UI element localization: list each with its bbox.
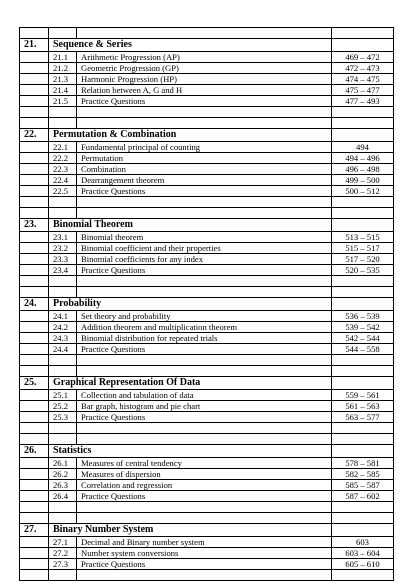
empty-cell bbox=[20, 458, 49, 469]
topic-pages: 500 – 512 bbox=[332, 186, 394, 197]
topic-row bbox=[20, 458, 394, 469]
topic-number: 21.2 bbox=[49, 63, 77, 74]
topic-title: Binomial coefficients for any index bbox=[77, 254, 332, 265]
empty-cell bbox=[77, 287, 332, 298]
topic-row bbox=[20, 52, 394, 63]
empty-cell bbox=[20, 469, 49, 480]
spacer-row bbox=[20, 502, 394, 513]
topic-row bbox=[20, 142, 394, 153]
topic-title: Measures of central tendency bbox=[77, 458, 332, 469]
topic-title: Practice Questions bbox=[77, 559, 332, 570]
chapter-title: Statistics bbox=[49, 445, 332, 458]
empty-cell bbox=[20, 548, 49, 559]
empty-cell bbox=[77, 366, 332, 377]
empty-cell bbox=[332, 445, 394, 458]
chapter-number: 23. bbox=[20, 219, 49, 232]
topic-row bbox=[20, 74, 394, 85]
topic-pages: 477 – 493 bbox=[332, 96, 394, 107]
empty-cell bbox=[332, 39, 394, 52]
empty-cell bbox=[49, 513, 77, 524]
chapter-number: 24. bbox=[20, 298, 49, 311]
chapter-title: Binary Number System bbox=[49, 524, 332, 537]
chapter-number: 27. bbox=[20, 524, 49, 537]
topic-number: 26.3 bbox=[49, 480, 77, 491]
topic-row bbox=[20, 322, 394, 333]
topic-title: Harmonic Progression (HP) bbox=[77, 74, 332, 85]
empty-cell bbox=[20, 390, 49, 401]
topic-title: Dearrangement theorem bbox=[77, 175, 332, 186]
empty-cell bbox=[332, 219, 394, 232]
topic-title: Measures of dispersion bbox=[77, 469, 332, 480]
topic-title: Practice Questions bbox=[77, 265, 332, 276]
empty-cell bbox=[49, 434, 77, 445]
topic-number: 22.2 bbox=[49, 153, 77, 164]
topic-pages: 603 bbox=[332, 537, 394, 548]
topic-number: 21.3 bbox=[49, 74, 77, 85]
empty-cell bbox=[20, 28, 49, 39]
empty-cell bbox=[20, 254, 49, 265]
topic-pages: 536 – 539 bbox=[332, 311, 394, 322]
empty-cell bbox=[77, 570, 332, 581]
chapter-row bbox=[20, 298, 394, 311]
topic-number: 22.3 bbox=[49, 164, 77, 175]
spacer-row bbox=[20, 107, 394, 118]
empty-cell bbox=[20, 480, 49, 491]
topic-pages: 494 – 496 bbox=[332, 153, 394, 164]
topic-number: 21.4 bbox=[49, 85, 77, 96]
empty-cell bbox=[49, 502, 77, 513]
spacer-row bbox=[20, 366, 394, 377]
topic-number: 23.1 bbox=[49, 232, 77, 243]
empty-cell bbox=[20, 186, 49, 197]
topic-number: 23.2 bbox=[49, 243, 77, 254]
topic-row bbox=[20, 548, 394, 559]
chapter-title: Binomial Theorem bbox=[49, 219, 332, 232]
topic-row bbox=[20, 153, 394, 164]
topic-title: Binomial coefficient and their properties bbox=[77, 243, 332, 254]
topic-pages: 472 – 473 bbox=[332, 63, 394, 74]
spacer-row bbox=[20, 276, 394, 287]
topic-number: 24.3 bbox=[49, 333, 77, 344]
empty-cell bbox=[49, 366, 77, 377]
topic-pages: 494 bbox=[332, 142, 394, 153]
contents-table bbox=[19, 27, 394, 581]
topic-title: Practice Questions bbox=[77, 412, 332, 423]
topic-title: Addition theorem and multiplication theorem bbox=[77, 322, 332, 333]
topic-pages: 496 – 498 bbox=[332, 164, 394, 175]
empty-cell bbox=[332, 524, 394, 537]
topic-title: Practice Questions bbox=[77, 491, 332, 502]
topic-number: 21.1 bbox=[49, 52, 77, 63]
spacer-row bbox=[20, 513, 394, 524]
topic-number: 22.1 bbox=[49, 142, 77, 153]
topic-number: 26.2 bbox=[49, 469, 77, 480]
empty-cell bbox=[20, 311, 49, 322]
empty-cell bbox=[77, 276, 332, 287]
empty-cell bbox=[20, 243, 49, 254]
empty-cell bbox=[20, 107, 49, 118]
topic-title: Practice Questions bbox=[77, 186, 332, 197]
empty-cell bbox=[49, 287, 77, 298]
topic-row bbox=[20, 537, 394, 548]
empty-cell bbox=[20, 513, 49, 524]
topic-number: 23.4 bbox=[49, 265, 77, 276]
spacer-row bbox=[20, 28, 394, 39]
topic-pages: 539 – 542 bbox=[332, 322, 394, 333]
chapter-number: 22. bbox=[20, 129, 49, 142]
topic-number: 26.1 bbox=[49, 458, 77, 469]
topic-row bbox=[20, 254, 394, 265]
topic-title: Permutation bbox=[77, 153, 332, 164]
empty-cell bbox=[77, 434, 332, 445]
empty-cell bbox=[77, 208, 332, 219]
chapter-row bbox=[20, 129, 394, 142]
empty-cell bbox=[332, 287, 394, 298]
topic-pages: 605 – 610 bbox=[332, 559, 394, 570]
topic-pages: 513 – 515 bbox=[332, 232, 394, 243]
empty-cell bbox=[77, 502, 332, 513]
topic-title: Decimal and Binary number system bbox=[77, 537, 332, 548]
topic-row bbox=[20, 175, 394, 186]
topic-number: 27.2 bbox=[49, 548, 77, 559]
topic-number: 24.2 bbox=[49, 322, 77, 333]
chapter-title: Graphical Representation Of Data bbox=[49, 377, 332, 390]
topic-number: 27.3 bbox=[49, 559, 77, 570]
spacer-row bbox=[20, 208, 394, 219]
empty-cell bbox=[49, 423, 77, 434]
topic-row bbox=[20, 480, 394, 491]
empty-cell bbox=[20, 118, 49, 129]
topic-title: Number system conversions bbox=[77, 548, 332, 559]
chapter-row bbox=[20, 39, 394, 52]
empty-cell bbox=[332, 423, 394, 434]
topic-row bbox=[20, 96, 394, 107]
empty-cell bbox=[20, 287, 49, 298]
topic-row bbox=[20, 390, 394, 401]
spacer-row bbox=[20, 287, 394, 298]
chapter-number: 21. bbox=[20, 39, 49, 52]
topic-title: Fundamental principal of counting bbox=[77, 142, 332, 153]
empty-cell bbox=[49, 355, 77, 366]
empty-cell bbox=[49, 28, 77, 39]
topic-pages: 582 – 585 bbox=[332, 469, 394, 480]
topic-number: 26.4 bbox=[49, 491, 77, 502]
topic-row bbox=[20, 333, 394, 344]
topic-pages: 474 – 475 bbox=[332, 74, 394, 85]
topic-row bbox=[20, 232, 394, 243]
topic-title: Correlation and regression bbox=[77, 480, 332, 491]
empty-cell bbox=[49, 107, 77, 118]
chapter-title: Permutation & Combination bbox=[49, 129, 332, 142]
topic-number: 24.4 bbox=[49, 344, 77, 355]
topic-pages: 542 – 544 bbox=[332, 333, 394, 344]
chapter-title: Probability bbox=[49, 298, 332, 311]
topic-pages: 517 – 520 bbox=[332, 254, 394, 265]
topic-number: 23.3 bbox=[49, 254, 77, 265]
empty-cell bbox=[20, 502, 49, 513]
chapter-row bbox=[20, 377, 394, 390]
topic-row bbox=[20, 344, 394, 355]
empty-cell bbox=[332, 129, 394, 142]
empty-cell bbox=[332, 107, 394, 118]
topic-title: Collection and tabulation of data bbox=[77, 390, 332, 401]
empty-cell bbox=[77, 423, 332, 434]
topic-title: Bar graph, histogram and pie chart bbox=[77, 401, 332, 412]
topic-row bbox=[20, 469, 394, 480]
topic-row bbox=[20, 85, 394, 96]
empty-cell bbox=[20, 276, 49, 287]
empty-cell bbox=[20, 74, 49, 85]
empty-cell bbox=[332, 276, 394, 287]
topic-title: Relation between A, G and H bbox=[77, 85, 332, 96]
empty-cell bbox=[20, 265, 49, 276]
empty-cell bbox=[20, 344, 49, 355]
topic-row bbox=[20, 491, 394, 502]
chapter-row bbox=[20, 219, 394, 232]
topic-number: 25.1 bbox=[49, 390, 77, 401]
empty-cell bbox=[332, 570, 394, 581]
topic-pages: 563 – 577 bbox=[332, 412, 394, 423]
chapter-row bbox=[20, 524, 394, 537]
topic-number: 27.1 bbox=[49, 537, 77, 548]
empty-cell bbox=[20, 52, 49, 63]
empty-cell bbox=[332, 502, 394, 513]
topic-row bbox=[20, 164, 394, 175]
topic-title: Geometric Progression (GP) bbox=[77, 63, 332, 74]
empty-cell bbox=[20, 570, 49, 581]
topic-pages: 515 – 517 bbox=[332, 243, 394, 254]
empty-cell bbox=[20, 434, 49, 445]
topic-title: Practice Questions bbox=[77, 344, 332, 355]
empty-cell bbox=[20, 366, 49, 377]
empty-cell bbox=[49, 197, 77, 208]
topic-pages: 520 – 535 bbox=[332, 265, 394, 276]
topic-number: 25.2 bbox=[49, 401, 77, 412]
topic-pages: 585 – 587 bbox=[332, 480, 394, 491]
topic-title: Arithmetic Progression (AP) bbox=[77, 52, 332, 63]
empty-cell bbox=[77, 107, 332, 118]
empty-cell bbox=[49, 208, 77, 219]
topic-row bbox=[20, 243, 394, 254]
empty-cell bbox=[20, 423, 49, 434]
empty-cell bbox=[20, 412, 49, 423]
spacer-row bbox=[20, 355, 394, 366]
topic-row bbox=[20, 412, 394, 423]
empty-cell bbox=[77, 118, 332, 129]
topic-row bbox=[20, 401, 394, 412]
empty-cell bbox=[20, 322, 49, 333]
chapter-row bbox=[20, 445, 394, 458]
table-of-contents bbox=[19, 27, 393, 581]
topic-title: Combination bbox=[77, 164, 332, 175]
empty-cell bbox=[20, 537, 49, 548]
empty-cell bbox=[20, 63, 49, 74]
topic-title: Set theory and probability bbox=[77, 311, 332, 322]
topic-title: Practice Questions bbox=[77, 96, 332, 107]
spacer-row bbox=[20, 197, 394, 208]
empty-cell bbox=[20, 208, 49, 219]
chapter-number: 25. bbox=[20, 377, 49, 390]
topic-number: 22.4 bbox=[49, 175, 77, 186]
empty-cell bbox=[20, 232, 49, 243]
topic-number: 21.5 bbox=[49, 96, 77, 107]
empty-cell bbox=[49, 276, 77, 287]
topic-row bbox=[20, 311, 394, 322]
empty-cell bbox=[20, 355, 49, 366]
empty-cell bbox=[20, 142, 49, 153]
topic-pages: 544 – 558 bbox=[332, 344, 394, 355]
empty-cell bbox=[332, 355, 394, 366]
empty-cell bbox=[77, 197, 332, 208]
empty-cell bbox=[77, 513, 332, 524]
topic-title: Binomial theorem bbox=[77, 232, 332, 243]
empty-cell bbox=[332, 434, 394, 445]
topic-pages: 587 – 602 bbox=[332, 491, 394, 502]
empty-cell bbox=[49, 118, 77, 129]
empty-cell bbox=[20, 175, 49, 186]
empty-cell bbox=[20, 96, 49, 107]
empty-cell bbox=[20, 333, 49, 344]
empty-cell bbox=[20, 491, 49, 502]
topic-pages: 499 – 500 bbox=[332, 175, 394, 186]
empty-cell bbox=[332, 28, 394, 39]
topic-row bbox=[20, 186, 394, 197]
empty-cell bbox=[332, 208, 394, 219]
spacer-row bbox=[20, 423, 394, 434]
empty-cell bbox=[77, 28, 332, 39]
empty-cell bbox=[332, 377, 394, 390]
topic-row bbox=[20, 559, 394, 570]
empty-cell bbox=[332, 513, 394, 524]
topic-number: 25.3 bbox=[49, 412, 77, 423]
topic-pages: 603 – 604 bbox=[332, 548, 394, 559]
empty-cell bbox=[20, 85, 49, 96]
spacer-row bbox=[20, 434, 394, 445]
empty-cell bbox=[20, 153, 49, 164]
topic-pages: 578 – 581 bbox=[332, 458, 394, 469]
topic-pages: 561 – 563 bbox=[332, 401, 394, 412]
topic-pages: 475 – 477 bbox=[332, 85, 394, 96]
empty-cell bbox=[77, 355, 332, 366]
empty-cell bbox=[332, 366, 394, 377]
empty-cell bbox=[332, 298, 394, 311]
topic-row bbox=[20, 63, 394, 74]
empty-cell bbox=[20, 401, 49, 412]
spacer-row bbox=[20, 118, 394, 129]
topic-row bbox=[20, 265, 394, 276]
topic-number: 22.5 bbox=[49, 186, 77, 197]
topic-pages: 469 – 472 bbox=[332, 52, 394, 63]
chapter-title: Sequence & Series bbox=[49, 39, 332, 52]
empty-cell bbox=[20, 559, 49, 570]
topic-pages: 559 – 561 bbox=[332, 390, 394, 401]
empty-cell bbox=[332, 118, 394, 129]
empty-cell bbox=[332, 197, 394, 208]
empty-cell bbox=[49, 570, 77, 581]
empty-cell bbox=[20, 197, 49, 208]
topic-title: Binomial distribution for repeated trials bbox=[77, 333, 332, 344]
empty-cell bbox=[20, 164, 49, 175]
spacer-row bbox=[20, 570, 394, 581]
chapter-number: 26. bbox=[20, 445, 49, 458]
topic-number: 24.1 bbox=[49, 311, 77, 322]
